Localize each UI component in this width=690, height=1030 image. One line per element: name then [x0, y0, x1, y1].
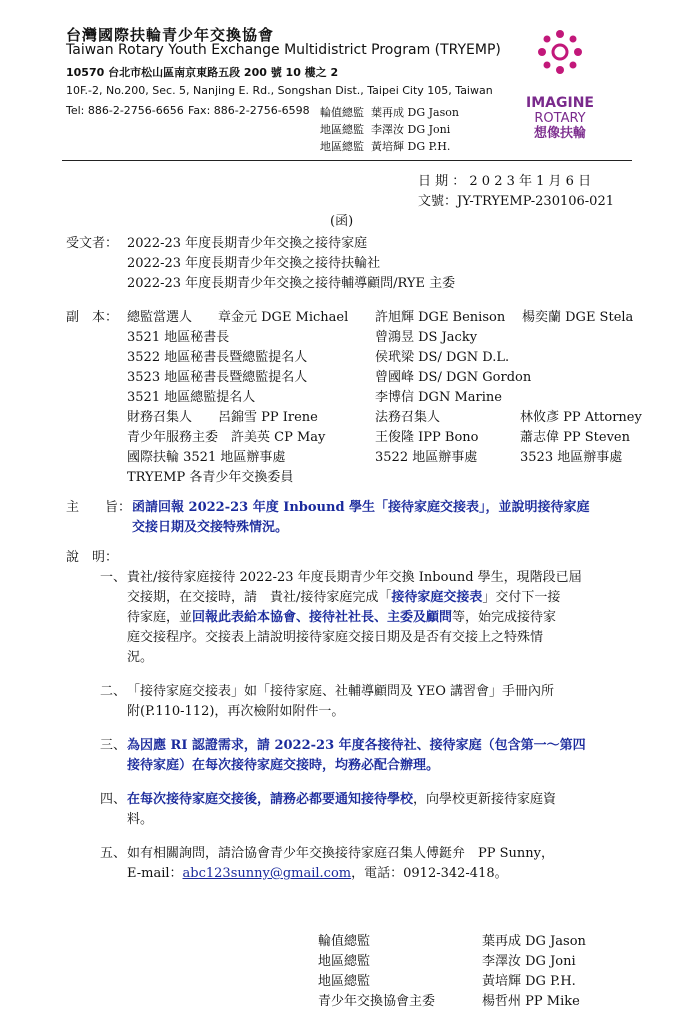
cc-entry: 許旭輝 DGE Benison — [375, 310, 506, 325]
signature-title: 輪值總監 — [318, 934, 371, 949]
cc-entry: 3523 地區辦事處 — [520, 450, 623, 465]
subject-label: 主 旨： — [66, 500, 132, 515]
cc-label: 副 本： — [66, 310, 119, 325]
signature-title: 地區總監 — [318, 954, 371, 969]
cc-entry: 3522 地區秘書長暨總監提名人 — [127, 350, 308, 365]
subject-line: 函請回報 2022-23 年度 Inbound 學生「接待家庭交接表」，並說明接待家庭 — [132, 500, 590, 515]
recipient-line: 2022-23 年度長期青少年交換之接待輔導顧問/RYE 主委 — [127, 276, 456, 291]
header-governor-3: 地區總監 黃培輝 DG P.H. — [320, 140, 451, 153]
doc-number: 文號：JY-TRYEMP-230106-021 — [418, 194, 614, 209]
cc-entry: 總監當選人 章金元 DGE Michael — [127, 310, 349, 325]
header-governor-2: 地區總監 李澤汝 DG Joni — [320, 123, 451, 136]
explain-label: 說 明： — [66, 550, 119, 565]
recipient-line: 2022-23 年度長期青少年交換之接待家庭 — [127, 236, 368, 251]
rotary-dots-icon — [500, 22, 620, 92]
doc-date: 日 期 ： 2 0 2 3 年 1 月 6 日 — [418, 174, 592, 189]
email-link[interactable]: abc123sunny@gmail.com — [182, 866, 352, 881]
cc-entry: 3521 地區秘書長 — [127, 330, 230, 345]
signature-title: 青少年交換協會主委 — [318, 994, 436, 1009]
cc-entry: 林攸彥 PP Attorney — [520, 410, 642, 425]
signature-title: 地區總監 — [318, 974, 371, 989]
address-zh: 10570 台北市松山區南京東路五段 200 號 10 樓之 2 — [66, 66, 339, 79]
cc-entry: 王俊隆 IPP Bono — [375, 430, 479, 445]
cc-entry: 3522 地區辦事處 — [375, 450, 478, 465]
cc-entry: 青少年服務主委 許美英 CP May — [127, 430, 326, 445]
org-name-en: Taiwan Rotary Youth Exchange Multidistrict Program (TRYEMP) — [66, 42, 501, 58]
cc-entry: 楊奕蘭 DGE Stela — [522, 310, 634, 325]
cc-entry: TRYEMP 各青少年交換委員 — [127, 470, 294, 485]
logo-line-rotary: ROTARY — [534, 111, 586, 126]
signature-name: 李澤汝 DG Joni — [482, 954, 576, 969]
header-governor-1: 輪值總監 葉再成 DG Jason — [320, 106, 459, 119]
cc-entry: 財務召集人 呂錦雪 PP Irene — [127, 410, 318, 425]
signature-name: 楊哲州 PP Mike — [482, 994, 580, 1009]
signature-name: 葉再成 DG Jason — [482, 934, 586, 949]
recipient-line: 2022-23 年度長期青少年交換之接待扶輪社 — [127, 256, 381, 271]
phone: Tel: 886-2-2756-6656 — [66, 104, 184, 117]
cc-entry: 3521 地區總監提名人 — [127, 390, 256, 405]
address-en: 10F.-2, No.200, Sec. 5, Nanjing E. Rd., Songshan Dist., Taipei City 105, Taiwan — [66, 84, 493, 97]
logo-line-zh: 想像扶輪 — [533, 126, 586, 141]
cc-entry: 曾鴻昱 DS Jacky — [375, 330, 478, 345]
signature-name: 黃培輝 DG P.H. — [482, 974, 576, 989]
cc-entry: 曾國峰 DS/ DGN Gordon — [375, 370, 532, 385]
cc-entry: 3523 地區秘書長暨總監提名人 — [127, 370, 308, 385]
header-divider — [62, 160, 632, 161]
cc-entry: 蕭志偉 PP Steven — [520, 430, 630, 445]
subject-line: 交接日期及交接特殊情況。 — [132, 520, 289, 535]
cc-entry: 國際扶輪 3521 地區辦事處 — [127, 450, 286, 465]
org-name-zh: 台灣國際扶輪青少年交換協會 — [66, 26, 275, 44]
recipients-label: 受文者： — [66, 236, 119, 251]
cc-entry: 侯玳梁 DS/ DGN D.L. — [375, 350, 510, 365]
logo-line-imagine: IMAGINE — [526, 95, 594, 111]
doc-type: (函) — [330, 214, 354, 229]
fax: Fax: 886-2-2756-6598 — [188, 104, 310, 117]
cc-entry: 李博信 DGN Marine — [375, 390, 502, 405]
imagine-rotary-logo — [500, 22, 620, 152]
cc-entry: 法務召集人 — [375, 410, 441, 425]
